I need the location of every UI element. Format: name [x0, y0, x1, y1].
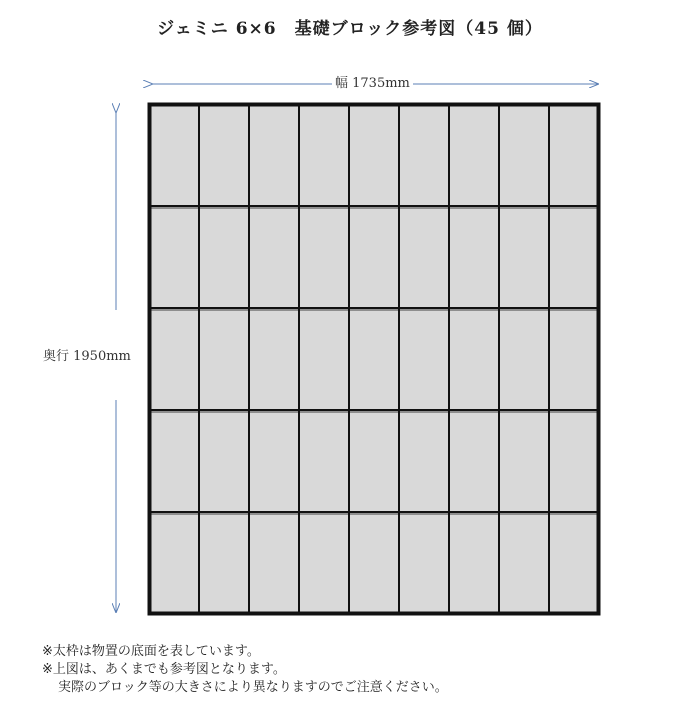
foundation-block: [199, 512, 249, 614]
diagram-title: ジェミニ 6×6 基礎ブロック参考図（45 個）: [157, 19, 543, 39]
foundation-block: [349, 410, 399, 512]
note-2: ※上図は、あくまでも参考図となります。: [42, 662, 286, 677]
foundation-block: [299, 104, 349, 206]
foundation-block: [249, 410, 299, 512]
foundation-block: [299, 308, 349, 410]
foundation-block: [299, 512, 349, 614]
foundation-block: [449, 410, 499, 512]
foundation-block: [449, 308, 499, 410]
foundation-block: [149, 512, 199, 614]
foundation-block: [499, 206, 549, 308]
note-3: 実際のブロック等の大きさにより異なりますのでご注意ください。: [58, 680, 448, 695]
foundation-block: [199, 104, 249, 206]
depth-label: 奥行 1950mm: [40, 345, 134, 364]
foundation-block: [149, 410, 199, 512]
foundation-block: [199, 206, 249, 308]
foundation-block: [199, 308, 249, 410]
foundation-block: [349, 104, 399, 206]
foundation-block: [149, 104, 199, 206]
foundation-block: [449, 206, 499, 308]
foundation-block: [399, 512, 449, 614]
foundation-block: [349, 308, 399, 410]
foundation-block: [399, 104, 449, 206]
foundation-block: [549, 410, 599, 512]
foundation-block: [249, 104, 299, 206]
foundation-block: [549, 206, 599, 308]
foundation-block: [249, 512, 299, 614]
notes: [42, 643, 448, 697]
foundation-block: [449, 104, 499, 206]
foundation-block: [549, 308, 599, 410]
foundation-block: [399, 206, 449, 308]
foundation-block: [449, 512, 499, 614]
foundation-block: [349, 206, 399, 308]
foundation-block: [499, 512, 549, 614]
foundation-block: [549, 512, 599, 614]
foundation-block: [499, 308, 549, 410]
foundation-block: [149, 206, 199, 308]
foundation-block: [349, 512, 399, 614]
foundation-block: [549, 104, 599, 206]
foundation-block: [499, 104, 549, 206]
foundation-block: [249, 308, 299, 410]
foundation-block: [199, 410, 249, 512]
note-1: ※太枠は物置の底面を表しています。: [42, 644, 260, 659]
width-label: 幅 1735mm: [332, 72, 413, 91]
foundation-block: [149, 308, 199, 410]
foundation-block: [249, 206, 299, 308]
foundation-block: [299, 206, 349, 308]
foundation-block: [399, 308, 449, 410]
foundation-block: [399, 410, 449, 512]
foundation-block: [499, 410, 549, 512]
foundation-block: [299, 410, 349, 512]
